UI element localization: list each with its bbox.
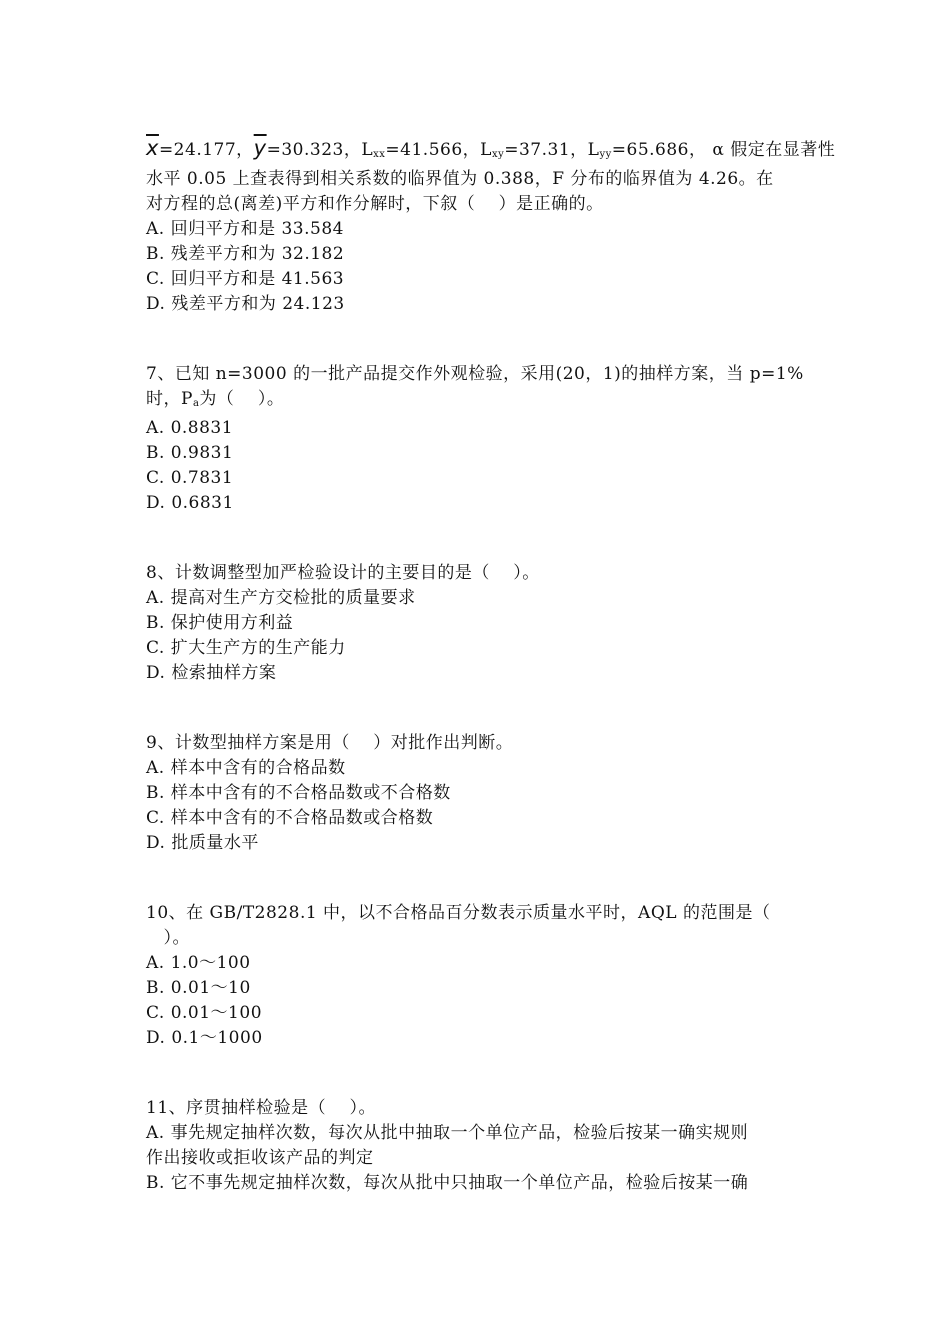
question-7 xyxy=(146,362,810,516)
question-11 xyxy=(146,1096,810,1196)
option-b: B. 0.01～10 xyxy=(146,978,251,998)
option-a: A. 样本中含有的合格品数 xyxy=(146,758,346,778)
option-d: D. 批质量水平 xyxy=(146,833,259,853)
pa-subscript: a xyxy=(192,398,200,409)
lyy-subscript: yy xyxy=(599,149,612,160)
option-b: B. 它不事先规定抽样次数，每次从批中只抽取一个单位产品，检验后按某一确 xyxy=(146,1173,749,1193)
question-10-line-1: 10、在 GB/T2828.1 中，以不合格品百分数表示质量水平时，AQL 的范围是（ xyxy=(146,903,771,923)
option-c: C. 0.7831 xyxy=(146,468,234,488)
option-d: D. 检索抽样方案 xyxy=(146,663,277,683)
option-d: D. 残差平方和为 24.123 xyxy=(146,294,345,314)
lxy-subscript: xy xyxy=(491,149,505,160)
option-b: B. 样本中含有的不合格品数或不合格数 xyxy=(146,783,451,803)
question-6-line-1 xyxy=(146,136,836,167)
option-b: B. 保护使用方利益 xyxy=(146,613,294,633)
option-b: B. 0.9831 xyxy=(146,443,234,463)
question-8-line-1: 8、计数调整型加严检验设计的主要目的是（ ）。 xyxy=(146,563,540,583)
question-6-line-2: 水平 0.05 上查表得到相关系数的临界值为 0.388，F 分布的临界值为 4.26。在 xyxy=(146,169,774,189)
question-7-line-1: 7、已知 n=3000 的一批产品提交作外观检验，采用(20，1)的抽样方案，当 p=1% xyxy=(146,364,804,384)
option-a: A. 0.8831 xyxy=(146,418,234,438)
option-a-continued: 作出接收或拒收该产品的判定 xyxy=(146,1148,374,1168)
question-10-line-2: ）。 xyxy=(146,928,190,948)
option-a: A. 事先规定抽样次数，每次从批中抽取一个单位产品，检验后按某一确实规则 xyxy=(146,1123,749,1143)
y-bar-symbol: $\overline{y}$ xyxy=(253,136,267,160)
question-11-line-1: 11、序贯抽样检验是（ ）。 xyxy=(146,1098,377,1118)
question-6 xyxy=(146,136,836,317)
question-9 xyxy=(146,731,810,856)
option-b: B. 残差平方和为 32.182 xyxy=(146,244,345,264)
question-8 xyxy=(146,561,810,686)
question-10 xyxy=(146,901,810,1051)
y-bar-value: =30.323，L xyxy=(266,140,374,160)
question-7-text: 时，P xyxy=(146,389,193,409)
option-c: C. 扩大生产方的生产能力 xyxy=(146,638,346,658)
option-c: C. 0.01～100 xyxy=(146,1003,263,1023)
question-7-text-end: 为（ ）。 xyxy=(199,389,285,409)
option-c: C. 回归平方和是 41.563 xyxy=(146,269,345,289)
lxx-subscript: xx xyxy=(373,149,386,160)
option-d: D. 0.1～1000 xyxy=(146,1028,263,1048)
x-bar-symbol: $\overline{x}$ xyxy=(146,136,159,160)
x-bar-value: =24.177， xyxy=(158,140,254,160)
lyy-value: =65.686， α 假定在显著性 xyxy=(611,140,836,160)
lxy-value: =37.31，L xyxy=(504,140,600,160)
option-a: A. 回归平方和是 33.584 xyxy=(146,219,344,239)
question-9-line-1: 9、计数型抽样方案是用（ ）对批作出判断。 xyxy=(146,733,514,753)
option-a: A. 1.0～100 xyxy=(146,953,251,973)
option-d: D. 0.6831 xyxy=(146,493,234,513)
document-page xyxy=(146,136,836,1196)
option-c: C. 样本中含有的不合格品数或合格数 xyxy=(146,808,434,828)
lxx-value: =41.566，L xyxy=(385,140,492,160)
question-7-line-2 xyxy=(146,387,810,416)
question-6-line-3: 对方程的总(离差)平方和作分解时，下叙（ ）是正确的。 xyxy=(146,194,604,214)
option-a: A. 提高对生产方交检批的质量要求 xyxy=(146,588,416,608)
